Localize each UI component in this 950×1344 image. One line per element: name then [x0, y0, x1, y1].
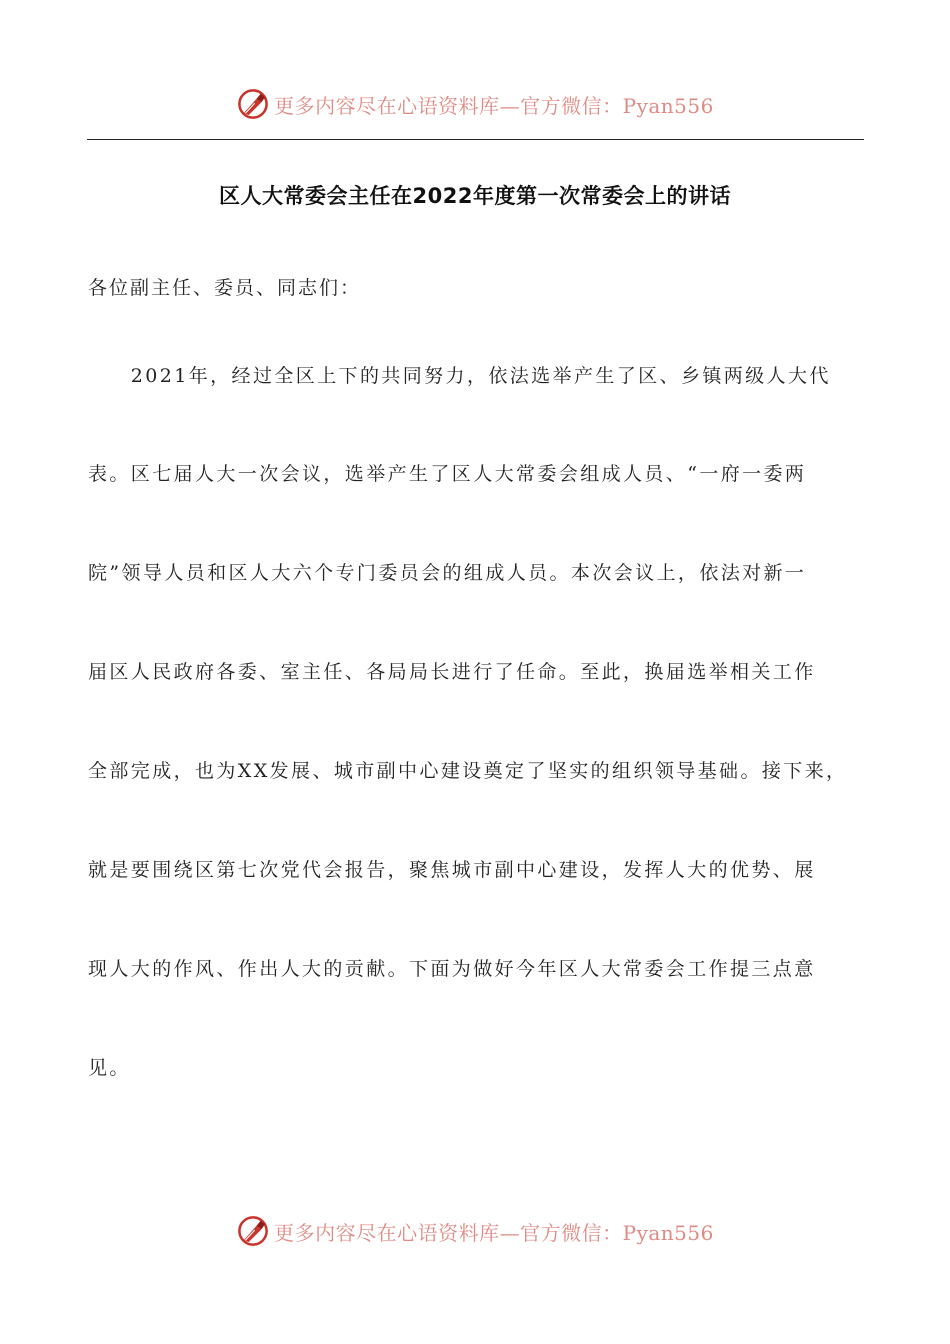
paragraph-line: 届区人民政府各委、室主任、各局局长进行了任命。至此，换届选举相关工作 [88, 661, 816, 683]
footer-banner [0, 1209, 950, 1253]
paragraph-line: 见。 [88, 1057, 131, 1079]
footer-banner-text: 更多内容尽在心语资料库—官方微信：Pyan556 [274, 1220, 714, 1245]
paragraph-line: 全部完成，也为XX发展、城市副中心建设奠定了坚实的组织领导基础。接下来， [88, 760, 848, 782]
pen-nib-logo-icon [236, 1214, 270, 1248]
header-banner-text: 更多内容尽在心语资料库—官方微信：Pyan556 [274, 93, 714, 118]
salutation: 各位副主任、委员、同志们： [88, 277, 362, 299]
paragraph-line: 2021年，经过全区上下的共同努力，依法选举产生了区、乡镇两级人大代 [88, 365, 831, 387]
header-banner [0, 82, 950, 126]
header-divider [87, 139, 864, 140]
paragraph-line: 就是要围绕区第七次党代会报告，聚焦城市副中心建设，发挥人大的优势、展 [88, 859, 816, 881]
paragraph-line: 院”领导人员和区人大六个专门委员会的组成人员。本次会议上，依法对新一 [88, 562, 807, 584]
document-title: 区人大常委会主任在2022年度第一次常委会上的讲话 [219, 184, 731, 208]
paragraph-line: 现人大的作风、作出人大的贡献。下面为做好今年区人大常委会工作提三点意 [88, 958, 816, 980]
paragraph-line: 表。区七届人大一次会议，选举产生了区人大常委会组成人员、“一府一委两 [88, 463, 807, 485]
pen-nib-logo-icon [236, 87, 270, 121]
